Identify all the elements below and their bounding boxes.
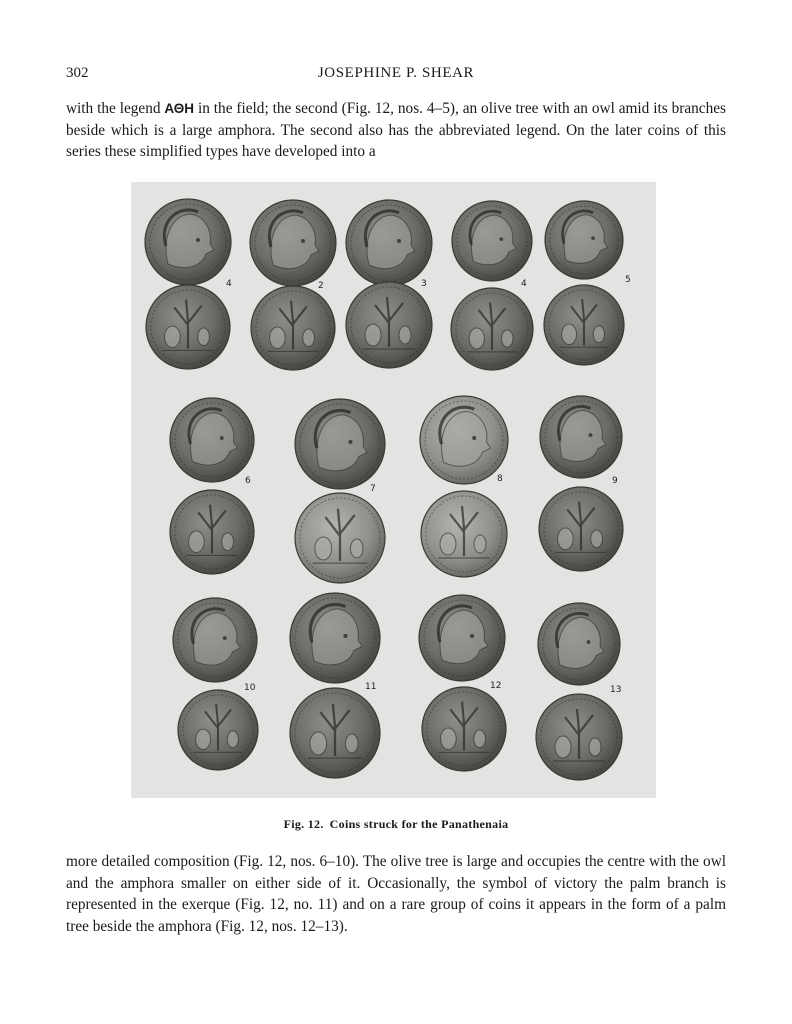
amphora: [441, 728, 457, 749]
owl: [345, 734, 358, 753]
coin-label-12: 12: [490, 681, 502, 691]
coin-obverse-1: [145, 199, 231, 285]
amphora: [315, 537, 332, 560]
coin-reverse-10: [544, 285, 624, 365]
coin-reverse-7: [251, 286, 335, 370]
paragraph-1: [66, 98, 726, 163]
coin-reverse-26: [536, 694, 622, 780]
owl: [222, 533, 234, 551]
owl: [399, 326, 411, 344]
coin-reverse-9: [451, 288, 533, 370]
coin-label-1: 4: [226, 279, 232, 289]
greek-legend: ΑΘΗ: [164, 101, 195, 116]
amphora: [270, 327, 286, 348]
owl: [502, 330, 513, 347]
owl: [474, 535, 486, 553]
coin-obverse-2: [250, 200, 336, 286]
eye: [397, 239, 401, 243]
owl: [198, 328, 210, 346]
owl: [589, 738, 601, 756]
coin-label-13: 13: [610, 685, 622, 695]
coin-obverse-12: [295, 399, 385, 489]
amphora: [165, 326, 181, 347]
eye: [470, 634, 474, 638]
coin-reverse-6: [146, 285, 230, 369]
amphora: [365, 324, 381, 346]
eye: [499, 237, 503, 241]
coin-reverse-16: [295, 493, 385, 583]
coin-label-10: 10: [244, 683, 256, 693]
amphora: [196, 729, 211, 749]
eye: [301, 239, 305, 243]
amphora: [189, 531, 205, 552]
coin-obverse-11: [170, 398, 254, 482]
coin-plate-figure: [131, 182, 656, 798]
amphora: [440, 533, 456, 555]
running-head: JOSEPHINE P. SHEAR: [317, 65, 475, 81]
owl: [350, 539, 363, 558]
owl: [474, 730, 486, 748]
coin-reverse-25: [422, 687, 506, 771]
coin-label-5: 5: [625, 275, 631, 285]
coin-obverse-3: [346, 200, 432, 286]
eye: [591, 236, 595, 240]
coin-label-7: 7: [370, 484, 376, 494]
amphora: [469, 328, 484, 349]
coin-label-6: 6: [245, 476, 251, 486]
coin-reverse-8: [346, 282, 432, 368]
amphora: [562, 324, 577, 344]
paragraph-2: more detailed composition (Fig. 12, nos. 6–10). The olive tree is large and occupies the centre with the owl and the amphora smaller on either side of it. Occasionally, the symbol of victory the palm branch is represented in the exerque (Fig. 12, no. 11) and on a rare group of coins it appears in the form of a palm tree beside the amphora (Fig. 12, nos. 12–13).: [66, 853, 726, 935]
coin-label-9: 9: [612, 476, 618, 486]
eye: [223, 636, 227, 640]
coin-reverse-23: [178, 690, 258, 770]
owl: [303, 329, 315, 347]
coin-label-8: 8: [497, 474, 503, 484]
coin-obverse-21: [419, 595, 505, 681]
eye: [587, 640, 591, 644]
amphora: [310, 732, 327, 755]
coin-reverse-24: [290, 688, 380, 778]
owl: [593, 326, 604, 343]
coin-obverse-4: [452, 201, 532, 281]
eye: [220, 436, 224, 440]
paragraph-1-text-end: in the field; the second (Fig. 12, nos. 4–5), an olive tree with an owl amid its branches beside which is a large amphora. The second also has the abbreviated legend. On the later coins of this series these simplified types have developed into a: [66, 100, 726, 160]
eye: [343, 634, 347, 638]
eye: [472, 436, 476, 440]
owl: [227, 731, 238, 748]
eye: [348, 440, 352, 444]
coin-obverse-20: [290, 593, 380, 683]
coin-obverse-22: [538, 603, 620, 685]
page-number: 302: [66, 65, 89, 81]
coin-reverse-15: [170, 490, 254, 574]
amphora: [558, 528, 574, 549]
coin-label-3: 3: [421, 279, 427, 289]
eye: [196, 238, 200, 242]
coin-obverse-13: [420, 396, 508, 484]
paragraph-1-text-start: with the legend: [66, 100, 165, 117]
figure-caption: [0, 817, 792, 832]
coin-reverse-18: [539, 487, 623, 571]
amphora: [555, 736, 571, 758]
coin-obverse-19: [173, 598, 257, 682]
eye: [589, 433, 593, 437]
coin-reverse-17: [421, 491, 507, 577]
figure-caption-text: Coins struck for the Panathenaia: [329, 817, 509, 831]
figure-caption-label: Fig. 12.: [283, 817, 324, 831]
coin-label-11: 11: [365, 682, 377, 692]
owl: [591, 530, 603, 548]
coin-images: [145, 199, 624, 780]
coin-label-4: 4: [521, 279, 527, 289]
coin-label-2: 2: [318, 281, 324, 291]
coin-obverse-5: [545, 201, 623, 279]
coin-obverse-14: [540, 396, 622, 478]
